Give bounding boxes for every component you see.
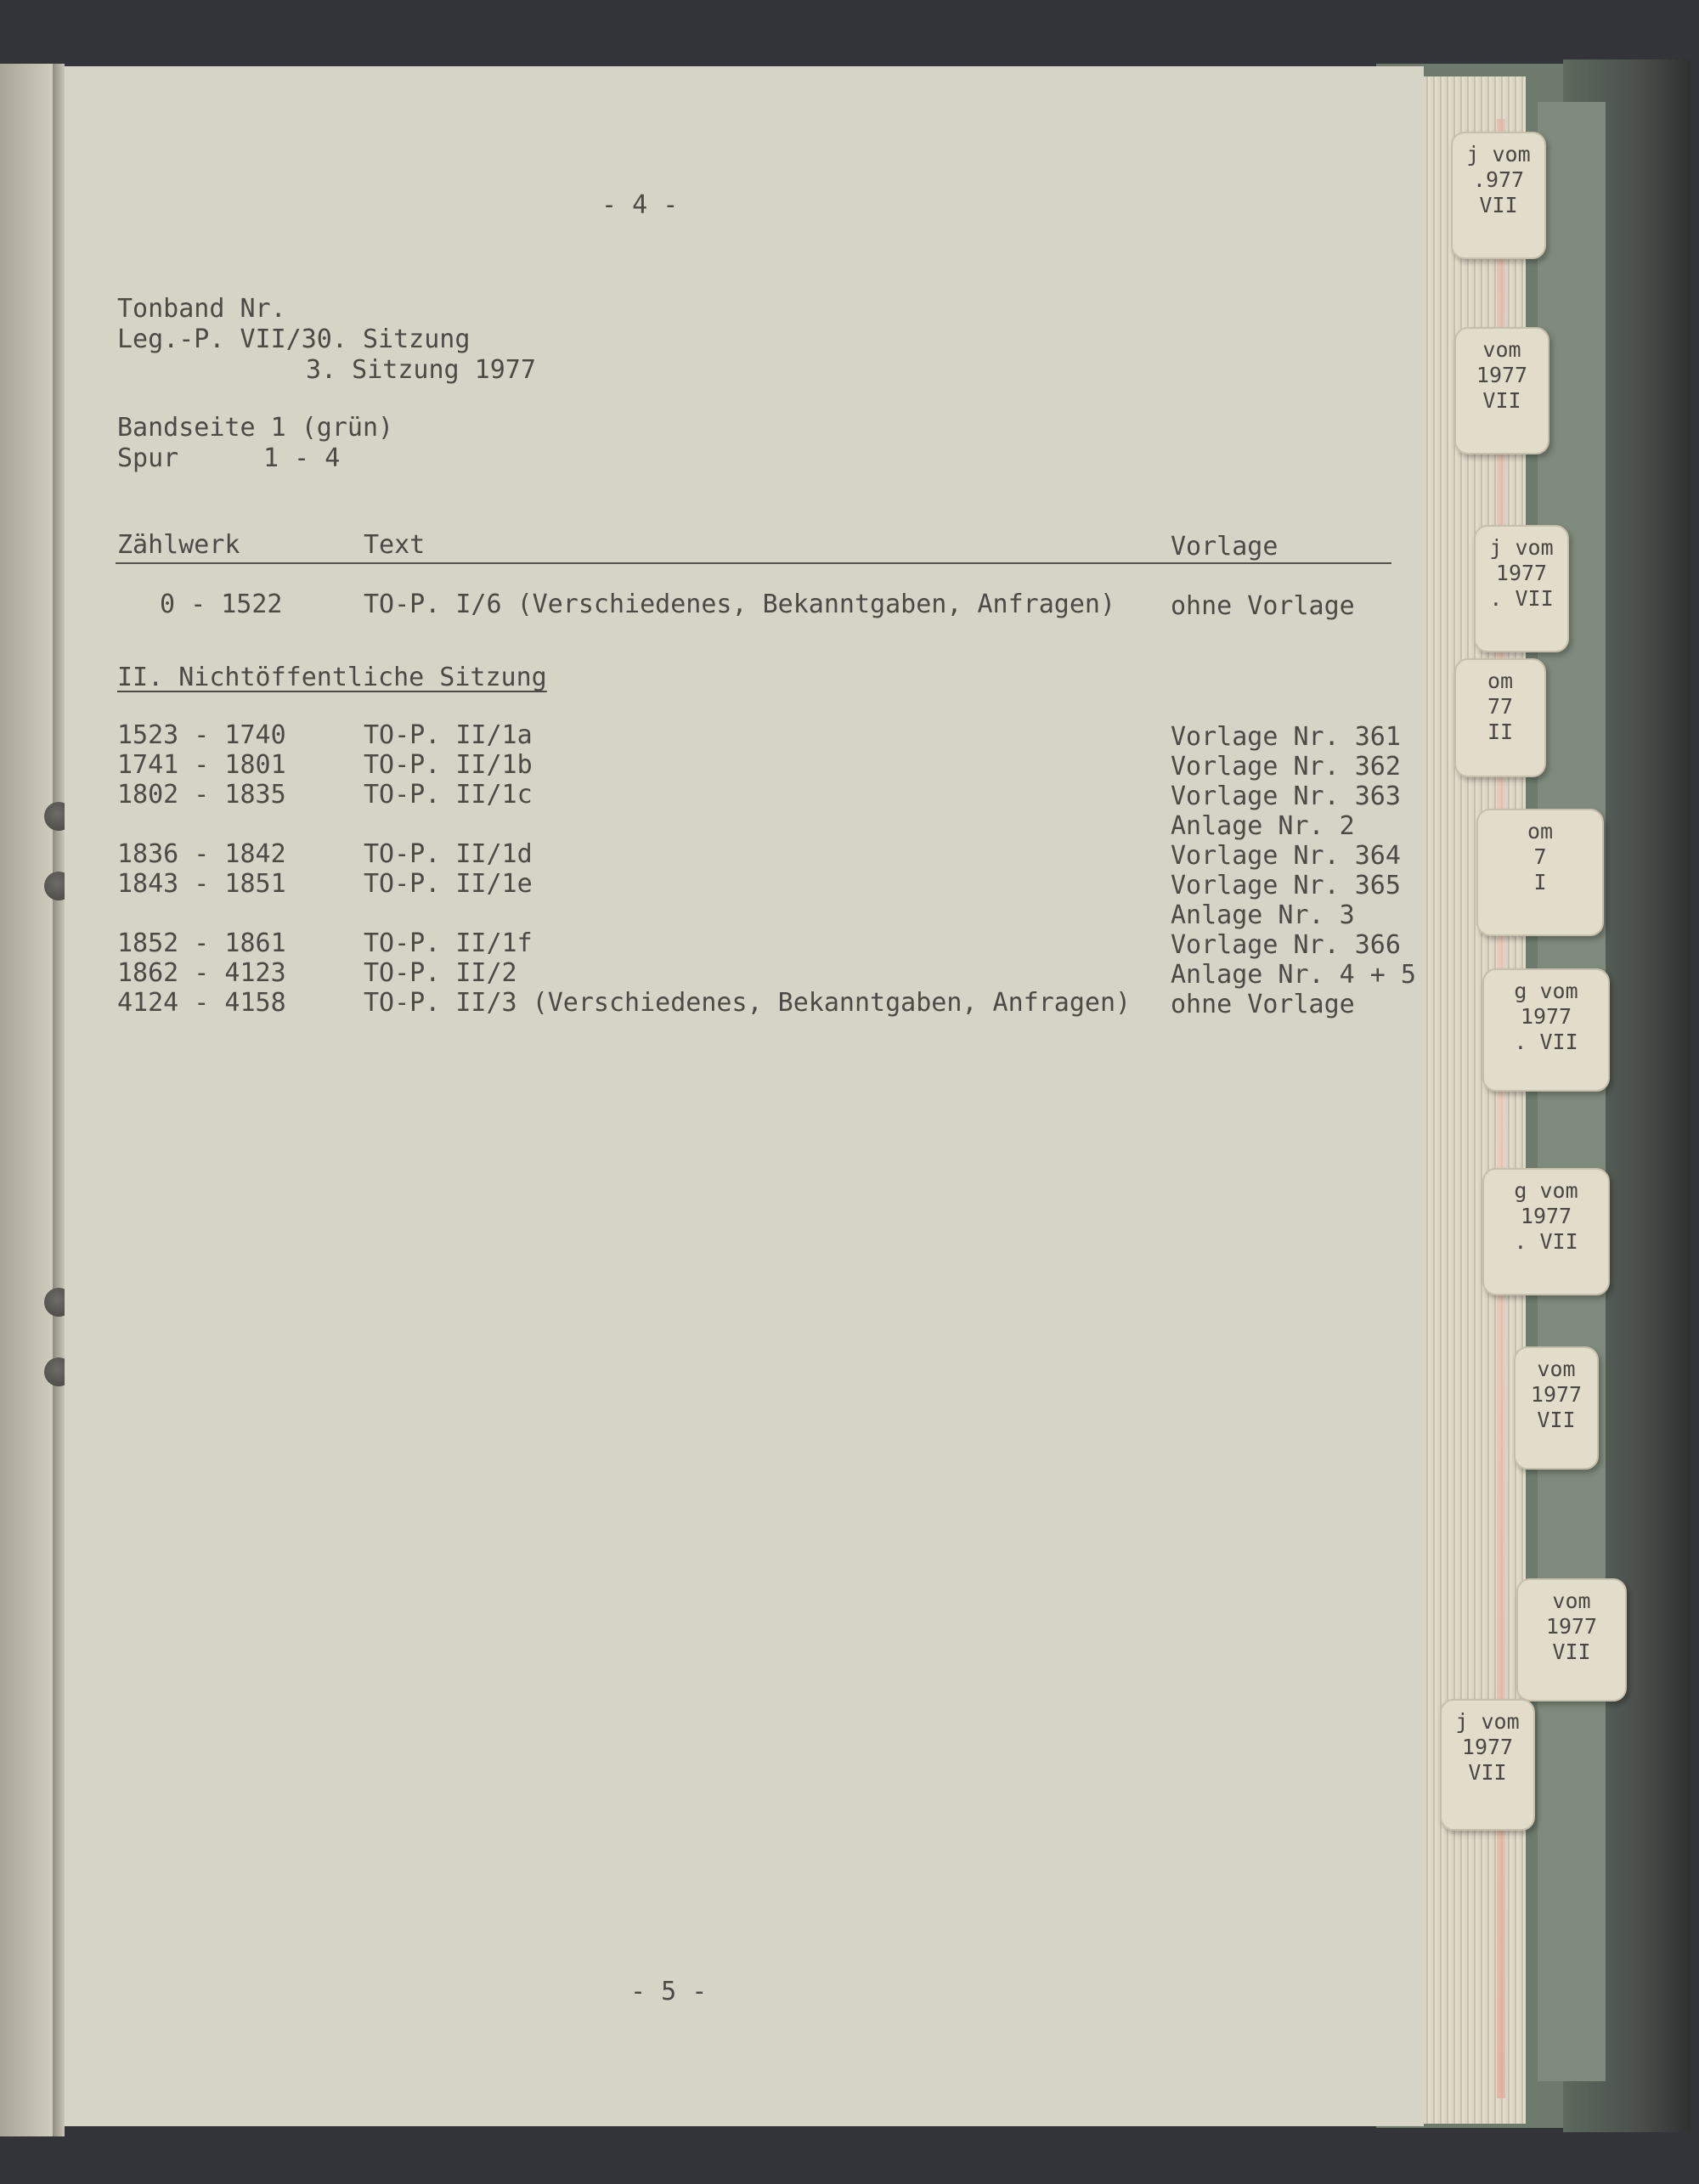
- index-tab[interactable]: [1454, 658, 1546, 777]
- leg-p-label: Leg.-P. VII/30. Sitzung: [117, 324, 471, 354]
- tab-label-line: . VII: [1489, 586, 1554, 611]
- row-range: 1802 - 1835: [117, 780, 286, 810]
- row-range: 1836 - 1842: [117, 839, 286, 869]
- row-vorlage: ohne Vorlage: [1171, 990, 1355, 1019]
- tab-label-line: 1977: [1545, 1614, 1598, 1639]
- column-header-text: Text: [364, 530, 426, 560]
- tab-label-line: 7: [1533, 844, 1547, 869]
- row-range: 4124 - 4158: [117, 988, 286, 1018]
- index-tab[interactable]: [1482, 1168, 1610, 1295]
- row-vorlage: Anlage Nr. 3: [1171, 900, 1355, 930]
- tab-label-line: g vom: [1514, 1178, 1578, 1203]
- row-text: TO-P. II/1c: [364, 780, 533, 810]
- tab-label-line: .977: [1472, 167, 1525, 192]
- row-vorlage: ohne Vorlage: [1171, 591, 1355, 621]
- tab-label-line: VII: [1468, 1760, 1507, 1785]
- tab-label-line: VII: [1537, 1408, 1576, 1432]
- tab-label-line: VII: [1482, 388, 1521, 413]
- tab-label-line: 1977: [1530, 1382, 1583, 1407]
- row-text: TO-P. II/1e: [364, 869, 533, 899]
- row-vorlage: Vorlage Nr. 366: [1171, 930, 1401, 960]
- row-text: TO-P. II/1f: [364, 928, 533, 958]
- document-page: [65, 66, 1424, 2126]
- row-vorlage: Vorlage Nr. 362: [1171, 752, 1401, 782]
- row-text: TO-P. II/3 (Verschiedenes, Bekanntgaben, Anfragen): [364, 988, 1132, 1018]
- column-header-vorlage: Vorlage: [1171, 532, 1278, 562]
- tab-label-line: j vom: [1455, 1709, 1520, 1734]
- sitzung-label: 3. Sitzung 1977: [306, 355, 536, 385]
- page-number-footer: - 5 -: [630, 1977, 708, 2006]
- spur-value: 1 - 4: [263, 443, 341, 473]
- header-rule: [116, 562, 1391, 564]
- tab-label-line: . VII: [1514, 1229, 1578, 1254]
- index-tab[interactable]: [1516, 1578, 1627, 1701]
- row-vorlage: Vorlage Nr. 361: [1171, 722, 1401, 752]
- page-number-header: - 4 -: [601, 190, 679, 220]
- row-range: 1741 - 1801: [117, 750, 286, 780]
- tab-label-line: . VII: [1514, 1030, 1578, 1054]
- column-header-zaehlwerk: Zählwerk: [117, 530, 240, 560]
- tab-label-line: 1977: [1495, 561, 1548, 585]
- section-title: II. Nichtöffentliche Sitzung: [117, 663, 547, 692]
- row-range: 0 - 1522: [160, 590, 283, 619]
- row-text: TO-P. II/1a: [364, 720, 533, 750]
- index-tab[interactable]: [1454, 327, 1549, 454]
- spur-label: Spur: [117, 443, 179, 473]
- index-tab[interactable]: [1474, 525, 1569, 652]
- row-text: TO-P. II/1d: [364, 839, 533, 869]
- tab-label-line: om: [1527, 819, 1554, 844]
- tab-label-line: 1977: [1461, 1735, 1514, 1759]
- index-tab[interactable]: [1440, 1699, 1535, 1831]
- tab-label-line: 1977: [1476, 363, 1528, 387]
- tab-label-line: om: [1487, 669, 1514, 693]
- tab-label-line: vom: [1552, 1589, 1591, 1613]
- tab-label-line: VII: [1552, 1639, 1591, 1664]
- tab-label-line: vom: [1482, 337, 1521, 362]
- tab-label-line: 1977: [1520, 1204, 1572, 1228]
- page-gutter: [53, 64, 65, 2136]
- tab-label-line: I: [1533, 870, 1547, 894]
- row-range: 1862 - 4123: [117, 958, 286, 988]
- row-range: 1852 - 1861: [117, 928, 286, 958]
- row-range: 1523 - 1740: [117, 720, 286, 750]
- tab-label-line: j vom: [1489, 535, 1554, 560]
- bandseite-label: Bandseite 1 (grün): [117, 413, 394, 443]
- row-vorlage: Vorlage Nr. 363: [1171, 782, 1401, 811]
- tab-label-line: VII: [1479, 193, 1518, 217]
- row-vorlage: Anlage Nr. 2: [1171, 811, 1355, 841]
- index-tab[interactable]: [1476, 809, 1604, 936]
- row-vorlage: Vorlage Nr. 364: [1171, 841, 1401, 871]
- index-tab[interactable]: [1451, 132, 1546, 259]
- left-page-strip: [0, 64, 53, 2136]
- tab-label-line: 1977: [1520, 1004, 1572, 1029]
- tab-label-line: j vom: [1466, 142, 1531, 166]
- tab-label-line: II: [1487, 720, 1514, 744]
- tab-label-line: g vom: [1514, 979, 1578, 1003]
- tab-label-line: 77: [1487, 694, 1514, 719]
- tab-label-line: vom: [1537, 1357, 1576, 1381]
- tonband-label: Tonband Nr.: [117, 294, 286, 324]
- index-tab[interactable]: [1482, 968, 1610, 1092]
- index-tab[interactable]: [1514, 1346, 1599, 1470]
- row-vorlage: Anlage Nr. 4 + 5: [1171, 960, 1416, 990]
- row-text: TO-P. II/1b: [364, 750, 533, 780]
- row-range: 1843 - 1851: [117, 869, 286, 899]
- row-vorlage: Vorlage Nr. 365: [1171, 871, 1401, 900]
- row-text: TO-P. II/2: [364, 958, 517, 988]
- row-text: TO-P. I/6 (Verschiedenes, Bekanntgaben, Anfragen): [364, 590, 1116, 619]
